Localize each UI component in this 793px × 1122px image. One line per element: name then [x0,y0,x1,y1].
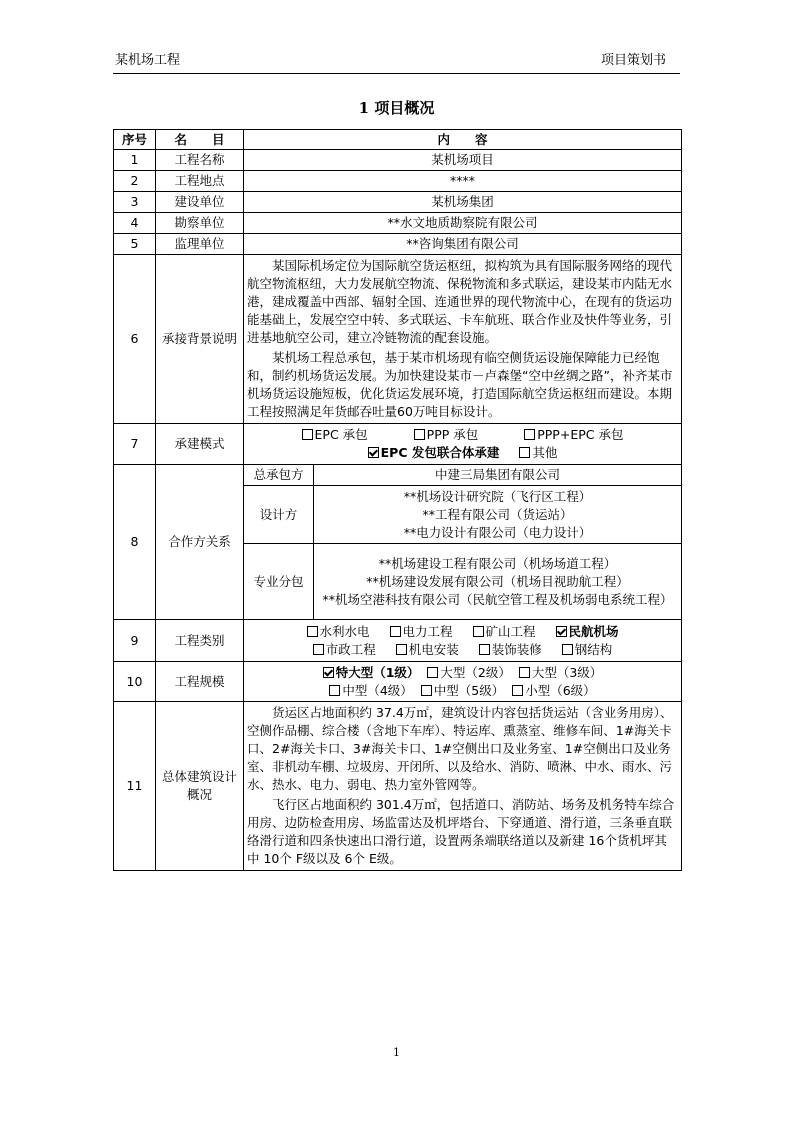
row-no: 3 [114,192,156,213]
row-value: 某机场项目 [244,150,682,171]
row-no: 2 [114,171,156,192]
checkbox-power[interactable]: 电力工程 [390,623,453,641]
checkbox-icon [427,667,438,678]
checkbox-extra-large[interactable]: 特大型（1级） [323,664,420,682]
checkbox-icon [307,626,318,637]
checked-checkbox-icon [323,667,334,678]
row-name: 监理单位 [156,234,244,255]
checkbox-icon [313,644,324,655]
row-no: 11 [114,702,156,871]
architecture-paragraph-1: 货运区占地面积约 37.4万㎡，建筑设计内容包括货运站（含业务用房）、空侧作品棚、综合楼（含地下车库）、特运库、熏蒸室、维修车间、1#海关卡口、2#海关卡口、3#海关卡口、1#空侧出口及业务室、1#空侧出口及业务室、非机动车棚、垃圾房、开闭所、以及给水、消防、喷淋、中水、雨水、污水、热水、电力、弱电、热力室外管网等。 [247,705,673,792]
table-row [114,213,682,234]
row-name: 建设单位 [156,192,244,213]
header-name: 名 目 [156,130,244,150]
checkbox-other[interactable]: 其他 [519,444,557,462]
row-value: **水文地质勘察院有限公司 [244,213,682,234]
designer-label: 设计方 [244,486,314,544]
subcontractor-item: **机场建设工程有限公司（机场场道工程） [378,555,617,571]
page-header [113,52,680,74]
checkbox-icon [524,429,535,440]
checkbox-icon [421,685,432,696]
row-no: 1 [114,150,156,171]
row-no: 8 [114,465,156,620]
subcontractor-item: **机场建设发展有限公司（机场目视助航工程） [366,573,629,589]
checkbox-icon [302,429,313,440]
checkbox-ppp[interactable]: PPP 承包 [414,426,479,444]
architecture-paragraph-2: 飞行区占地面积约 301.4万㎡，包括道口、消防站、场务及机务特车综合用房、边防检查用房、场监雷达及机坪塔台、下穿通道、滑行道，三条垂直联络滑行道和四条快速出口滑行道，设置两条端联络道以及新建 16个货机坪其中 10个 F级以及 6个 E级。 [247,797,675,866]
background-paragraph-1: 某国际机场定位为国际航空货运枢纽，拟构筑为具有国际服务网络的现代航空物流枢纽，大力发展航空物流、保税物流和多式联运，建设某市内陆无水港，建成覆盖中西部、辐射全国、连通世界的现代物流中心，在现有的货运功能基础上，发展空空中转、多式联运、卡车航班、联合作业及快件等业务，引进基地航空公司，建立冷链物流的配套设施。 [247,258,673,345]
checkbox-medium-5[interactable]: 中型（5级） [421,682,504,700]
checkbox-icon [519,667,530,678]
background-paragraph-2: 某机场工程总承包，基于某市机场现有临空侧货运设施保障能力已经饱和，制约机场货运发展。为加快建设某市－卢森堡“空中丝绸之路”，补齐某市机场货运设施短板，优化货运发展环境，打造国际航空货运枢纽而建设。本期工程按照满足年货邮吞吐量60万吨目标设计。 [247,350,673,419]
checkbox-ppp-epc[interactable]: PPP+EPC 承包 [524,426,623,444]
row-no: 10 [114,662,156,702]
checkbox-icon [390,626,401,637]
project-overview-table [113,129,682,871]
table-row [114,234,682,255]
table-header-row [114,130,682,150]
row-value: **咨询集团有限公司 [244,234,682,255]
designer-item: **工程有限公司（货运站） [422,506,573,522]
checkbox-mining[interactable]: 矿山工程 [473,623,536,641]
row-name: 承建模式 [156,424,244,465]
table-row-contract-mode [114,424,682,465]
checkbox-mep[interactable]: 机电安装 [396,641,459,659]
checkbox-icon [519,447,530,458]
table-row [114,171,682,192]
checkbox-icon [396,644,407,655]
checkbox-icon [473,626,484,637]
row-no: 9 [114,620,156,662]
row-value: **** [244,171,682,192]
row-name: 工程规模 [156,662,244,702]
checkbox-icon [479,644,490,655]
checkbox-icon [562,644,573,655]
header-project: 某机场工程 [115,53,181,68]
designer-item: **机场设计研究院（飞行区工程） [403,488,592,504]
table-row-scale [114,662,682,702]
checkbox-icon [414,429,425,440]
row-name: 工程名称 [156,150,244,171]
subcontractor-item: **机场空港科技有限公司（民航空管工程及机场弱电系统工程） [322,591,673,607]
row-name: 工程类别 [156,620,244,662]
header-doc-type: 项目策划书 [600,53,666,68]
table-row-category [114,620,682,662]
checkbox-medium-4[interactable]: 中型（4级） [329,682,412,700]
row-name: 工程地点 [156,171,244,192]
checkbox-steel[interactable]: 钢结构 [562,641,613,659]
row-no: 7 [114,424,156,465]
row-no: 4 [114,213,156,234]
checkbox-epc[interactable]: EPC 承包 [302,426,368,444]
page-number: 1 [393,1046,400,1059]
section-title: 1 项目概况 [358,99,435,117]
checkbox-decoration[interactable]: 装饰装修 [479,641,542,659]
row-no: 6 [114,255,156,424]
row-name: 总体建筑设计概况 [156,702,244,871]
checkbox-icon [329,685,340,696]
row-value: 某机场集团 [244,192,682,213]
checkbox-small-6[interactable]: 小型（6级） [512,682,595,700]
row-name: 承接背景说明 [156,255,244,424]
checkbox-civil-airport[interactable]: 民航机场 [556,623,619,641]
checkbox-icon [512,685,523,696]
subcontractor-label: 专业分包 [244,544,314,620]
checked-checkbox-icon [368,447,379,458]
general-contractor-label: 总承包方 [244,465,314,486]
general-contractor-value: 中建三局集团有限公司 [314,465,682,486]
table-row [114,150,682,171]
row-name: 勘察单位 [156,213,244,234]
designer-item: **电力设计有限公司（电力设计） [403,524,592,540]
row-no: 5 [114,234,156,255]
table-row [114,192,682,213]
header-no: 序号 [114,130,156,150]
header-content: 内 容 [244,130,682,150]
checkbox-municipal[interactable]: 市政工程 [313,641,376,659]
checkbox-hydro[interactable]: 水利水电 [307,623,370,641]
checkbox-epc-consortium[interactable]: EPC 发包联合体承建 [368,444,500,462]
row-name: 合作方关系 [156,465,244,620]
table-row-background [114,255,682,424]
table-row-partners [114,465,682,486]
checked-checkbox-icon [556,626,567,637]
checkbox-large-3[interactable]: 大型（3级） [519,664,602,682]
table-row-architecture [114,702,682,871]
checkbox-large-2[interactable]: 大型（2级） [427,664,510,682]
